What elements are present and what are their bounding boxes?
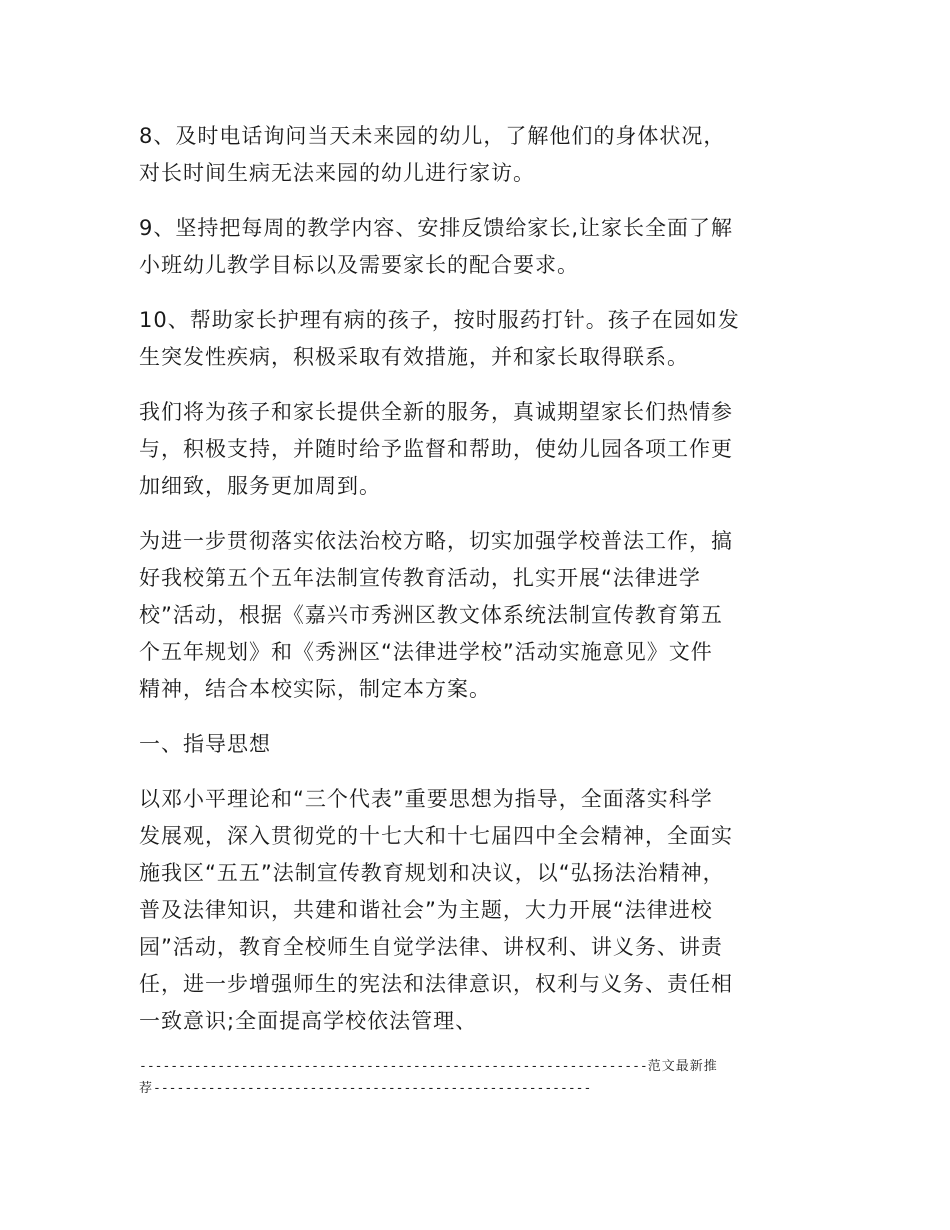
footer-label: 范文最新推 bbox=[647, 1059, 718, 1074]
footer-dashes: -------------------------------------------------------- bbox=[153, 1081, 592, 1096]
text-line: 对长时间生病无法来园的幼儿进行家访。 bbox=[139, 161, 535, 185]
document-body bbox=[139, 118, 829, 1058]
footer-dashes: ----------------------------------------------------------------- bbox=[139, 1059, 648, 1074]
text-line: 加细致，服务更加周到。 bbox=[139, 474, 381, 498]
text-line: 园”活动，教育全校师生自觉学法律、讲权利、讲义务、讲责 bbox=[139, 935, 723, 959]
paragraph-law-plan-intro bbox=[139, 523, 829, 708]
text-line: 我们将为孩子和家长提供全新的服务，真诚期望家长们热情参 bbox=[139, 400, 733, 424]
paragraph-service-pledge bbox=[139, 394, 829, 505]
text-line: 施我区“五五”法制宣传教育规划和决议，以“弘扬法治精神， bbox=[139, 861, 725, 885]
text-line: 一致意识;全面提高学校依法管理、 bbox=[139, 1009, 478, 1033]
footer-line bbox=[139, 1078, 739, 1100]
footer-line bbox=[139, 1056, 739, 1078]
text-line: 发展观，深入贯彻党的十七大和十七届四中全会精神，全面实 bbox=[139, 824, 733, 848]
text-line: 任，进一步增强师生的宪法和法律意识，权利与义务、责任相 bbox=[139, 972, 733, 996]
text-line: 为进一步贯彻落实依法治校方略，切实加强学校普法工作，搞 bbox=[139, 529, 733, 553]
text-line: 普及法律知识，共建和谐社会”为主题，大力开展“法律进校 bbox=[139, 898, 713, 922]
paragraph-guiding-thought bbox=[139, 781, 829, 1040]
paragraph-item-9 bbox=[139, 210, 829, 284]
text-line: 8、及时电话询问当天未来园的幼儿，了解他们的身体状况， bbox=[139, 124, 726, 148]
text-line: 小班幼儿教学目标以及需要家长的配合要求。 bbox=[139, 253, 579, 277]
page-footer bbox=[139, 1056, 739, 1100]
text-line: 与，积极支持，并随时给予监督和帮助，使幼儿园各项工作更 bbox=[139, 437, 733, 461]
text-line: 个五年规划》和《秀洲区“法律进学校”活动实施意见》文件 bbox=[139, 640, 713, 664]
section-heading bbox=[139, 726, 829, 763]
paragraph-item-8 bbox=[139, 118, 829, 192]
text-line: 一、指导思想 bbox=[139, 732, 271, 756]
text-line: 以邓小平理论和“三个代表”重要思想为指导，全面落实科学 bbox=[139, 787, 713, 811]
text-line: 10、帮助家长护理有病的孩子，按时服药打针。孩子在园如发 bbox=[139, 308, 740, 332]
footer-label: 荐 bbox=[139, 1081, 154, 1096]
text-line: 生突发性疾病，积极采取有效措施，并和家长取得联系。 bbox=[139, 345, 689, 369]
text-line: 好我校第五个五年法制宣传教育活动，扎实开展“法律进学 bbox=[139, 566, 701, 590]
text-line: 9、坚持把每周的教学内容、安排反馈给家长,让家长全面了解 bbox=[139, 216, 734, 240]
text-line: 精神，结合本校实际，制定本方案。 bbox=[139, 677, 491, 701]
text-line: 校”活动，根据《嘉兴市秀洲区教文体系统法制宣传教育第五 bbox=[139, 603, 723, 627]
paragraph-item-10 bbox=[139, 302, 829, 376]
